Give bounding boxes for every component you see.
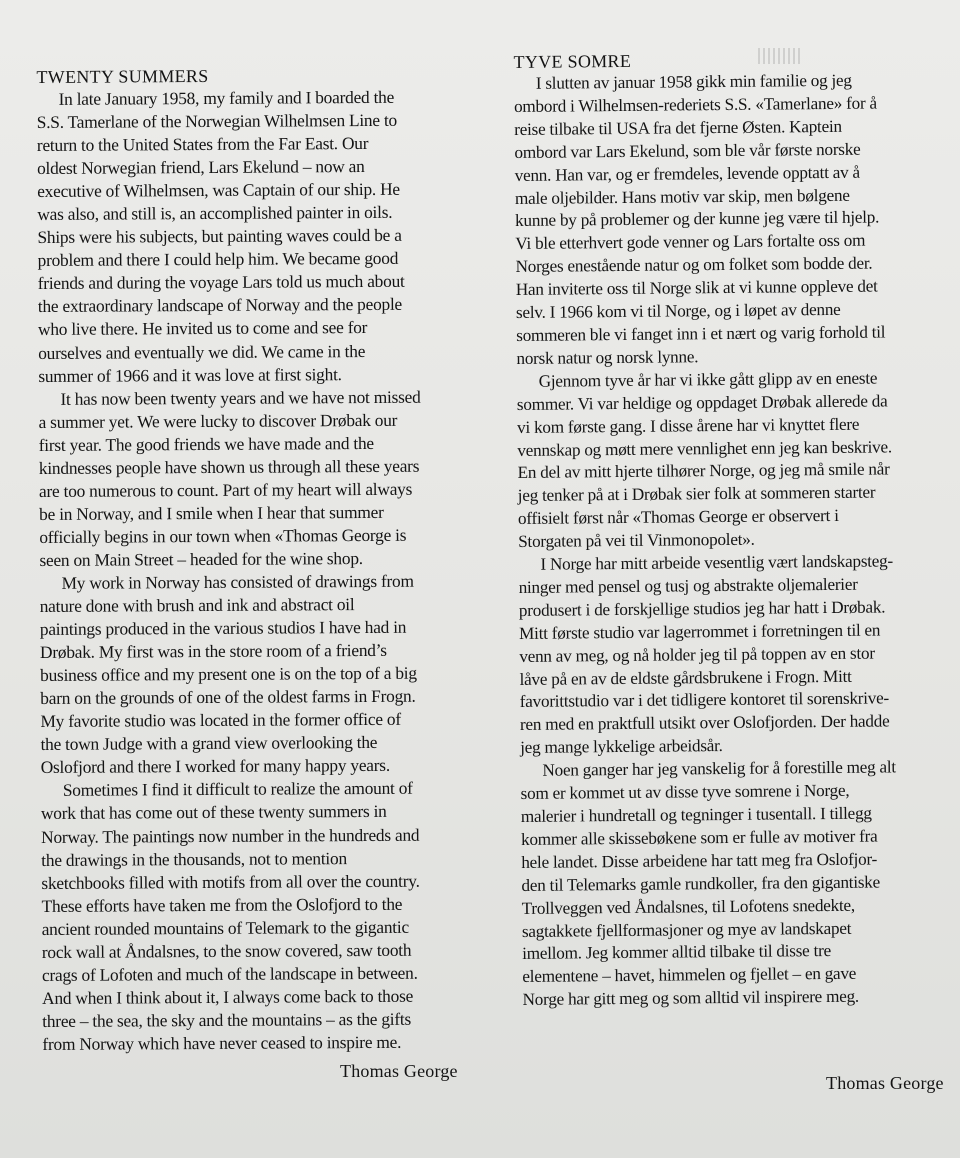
text-line: the drawings in the thousands, not to mention (41, 847, 347, 870)
text-line: officially begins in our town when «Thomas George is (39, 524, 407, 547)
text-line: friends and during the voyage Lars told us much about (37, 271, 405, 294)
text-line: Ships were his subjects, but painting waves could be a (37, 225, 402, 248)
text-line: offisielt først når «Thomas George er observert i (517, 506, 839, 529)
text-line: kommer alle skissebøkene som er fulle av motiver fra (520, 826, 878, 849)
text-line: barn on the grounds of one of the oldest farms in Frogn. (40, 685, 416, 709)
norwegian-title: TYVE SOMRE (513, 50, 632, 72)
text-line: Mitt første studio var lagerrommet i forretningen til en (518, 620, 881, 643)
text-line: Drøbak. My first was in the store room of a friend’s (39, 639, 387, 663)
text-line: vennskap og møtt mere vennlighet enn jeg kan beskrive. (517, 436, 892, 460)
text-line: S.S. Tamerlane of the Norwegian Wilhelmsen Line to (36, 109, 398, 133)
text-line: summer of 1966 and it was love at first sight. (38, 363, 342, 386)
english-column (36, 0, 470, 1056)
text-line: venn. Han var, og er fremdeles, levende opptatt av å (514, 162, 860, 185)
text-line: oldest Norwegian friend, Lars Ekelund – now an (36, 156, 365, 179)
text-line: My favorite studio was located in the former office of (40, 709, 401, 732)
text-line: rock wall at Åndalsnes, to the snow covered, saw tooth (41, 939, 412, 962)
text-line: ancient rounded mountains of Telemark to the gigantic (41, 916, 409, 939)
english-body (37, 85, 471, 1056)
text-line: jeg mange lykkelige arbeidsår. (520, 736, 723, 758)
text-line: I slutten av januar 1958 gikk min familie og jeg (535, 70, 852, 93)
text-line: ren med en praktfull utsikt over Oslofjorden. Der hadde (519, 711, 890, 735)
text-line: These efforts have taken me from the Oslofjord to the (41, 893, 403, 916)
norwegian-signature: Thomas George (826, 1073, 944, 1093)
text-line: elementene – havet, himmelen og fjellet – en gave (522, 964, 857, 987)
text-line: Norway. The paintings now number in the hundreds and (41, 824, 420, 847)
text-line: låve på en av de eldste gårdsbrukene i Frogn. Mitt (519, 666, 852, 689)
text-line: ninger med pensel og tusj og abstrakte oljemalerier (518, 574, 858, 597)
text-line: return to the United States from the Far East. Our (36, 133, 369, 156)
text-line: Sometimes I find it difficult to realize the amount of (62, 778, 413, 801)
text-line: sommer. Vi var heldige og oppdaget Drøbak allerede da (516, 391, 888, 414)
text-line: ombord i Wilhelmsen-rederiets S.S. «Tamerlane» for å (513, 93, 877, 116)
text-line: are too numerous to count. Part of my heart will always (38, 478, 413, 501)
text-line: kindnesses people have shown us through all these years (38, 455, 420, 478)
text-line: from Norway which have never ceased to inspire me. (42, 1031, 402, 1054)
text-line: My work in Norway has consisted of drawings from (61, 570, 414, 593)
text-line: paintings produced in the various studios I have had in (39, 616, 407, 640)
text-line: kunne by på problemer og der kunne jeg være til hjelp. (515, 207, 880, 231)
text-line: som er kommet ut av disse tyve somrene i Norge, (520, 780, 850, 804)
text-line: Norges enestående natur og om folket som bodde der. (515, 253, 873, 277)
text-line: Oslofjord and there I worked for many happy years. (40, 755, 390, 778)
text-line: executive of Wilhelmsen, was Captain of our ship. He (37, 178, 400, 202)
text-line: who live there. He invited us to come and see for (37, 317, 368, 340)
text-line: ombord var Lars Ekelund, som ble vår første norske (514, 139, 861, 162)
text-line: three – the sea, the sky and the mountains – as the gifts (42, 1008, 412, 1031)
text-line: reise tilbake til USA fra det fjerne Østen. Kaptein (514, 116, 842, 139)
text-line: Vi ble etterhvert gode venner og Lars fortalte oss om (515, 230, 866, 254)
text-line: And when I think about it, I always come back to those (42, 985, 414, 1008)
text-line: sommeren ble vi fanget inn i et nært og varig forhold til (516, 322, 886, 345)
text-line: norsk natur og norsk lynne. (516, 347, 699, 368)
text-line: be in Norway, and I smile when I hear that summer (39, 501, 384, 524)
text-line: ourselves and eventually we did. We came in the (38, 340, 366, 363)
text-line: work that has come out of these twenty summers in (40, 801, 387, 824)
text-line: hele landet. Disse arbeidene har tatt meg fra Oslofjor- (521, 849, 878, 872)
english-title: TWENTY SUMMERS (36, 65, 209, 87)
text-line: Norge har gitt meg og som alltid vil inspirere meg. (522, 986, 860, 1010)
text-line: den til Telemarks gamle rundkoller, fra den gigantiske (521, 872, 881, 895)
text-line: seen on Main Street – headed for the wine shop. (39, 547, 363, 570)
text-line: produsert i de forskjellige studios jeg har hatt i Drøbak. (518, 597, 886, 620)
text-line: imellom. Jeg kommer alltid tilbake til disse tre (522, 941, 832, 964)
text-line: selv. I 1966 kom vi til Norge, og i løpet av denne (515, 299, 841, 323)
text-line: sagtakkete fjellformasjoner og mye av landskapet (521, 918, 852, 941)
text-line: In late January 1958, my family and I boarded the (58, 86, 395, 109)
norwegian-body (514, 69, 960, 1012)
text-line: venn av meg, og nå holder jeg til på toppen av en stor (519, 643, 875, 666)
norwegian-column (513, 0, 960, 1012)
text-line: Noen ganger har jeg vanskelig for å forestille meg alt (542, 757, 896, 780)
text-line: sketchbooks filled with motifs from all over the country. (41, 870, 420, 893)
text-line: problem and there I could help him. We became good (37, 248, 399, 271)
text-line: I Norge har mitt arbeide vesentlig vært landskapsteg- (540, 551, 894, 574)
text-line: the extraordinary landscape of Norway and the people (37, 294, 403, 317)
text-line: favorittstudio var i det tidligere kontoret til sorenskrive- (519, 688, 890, 712)
text-line: first year. The good friends we have made and the (38, 432, 374, 455)
text-line: the town Judge with a grand view overlooking the (40, 732, 378, 755)
text-line: En del av mitt hjerte tilhører Norge, og jeg må smile når (517, 459, 890, 483)
text-line: male oljebilder. Hans motiv var skip, men bølgene (514, 185, 850, 208)
text-line: malerier i hundretall og tegninger i tusentall. I tillegg (520, 803, 872, 826)
text-line: It has now been twenty years and we have not missed (60, 386, 421, 409)
english-signature: Thomas George (340, 1061, 458, 1081)
text-line: crags of Lofoten and much of the landscape in between. (41, 962, 418, 985)
text-line: Trollveggen ved Åndalsnes, til Lofotens snedekte, (521, 895, 855, 918)
text-line: was also, and still is, an accomplished painter in oils. (37, 202, 393, 225)
text-line: a summer yet. We were lucky to discover Drøbak our (38, 409, 398, 432)
text-line: Storgaten på vei til Vinmonopolet». (518, 529, 755, 552)
text-line: jeg tenker på at i Drøbak sier folk at sommeren starter (517, 482, 876, 506)
text-line: Gjennom tyve år har vi ikke gått glipp av en eneste (538, 368, 878, 391)
text-line: nature done with brush and ink and abstract oil (39, 594, 355, 617)
text-line: Han inviterte oss til Norge slik at vi kunne oppleve det (515, 276, 878, 300)
text-line: business office and my present one is on the top of a big (40, 662, 417, 686)
text-line: vi kom første gang. I disse årene har vi knyttet flere (517, 414, 860, 437)
